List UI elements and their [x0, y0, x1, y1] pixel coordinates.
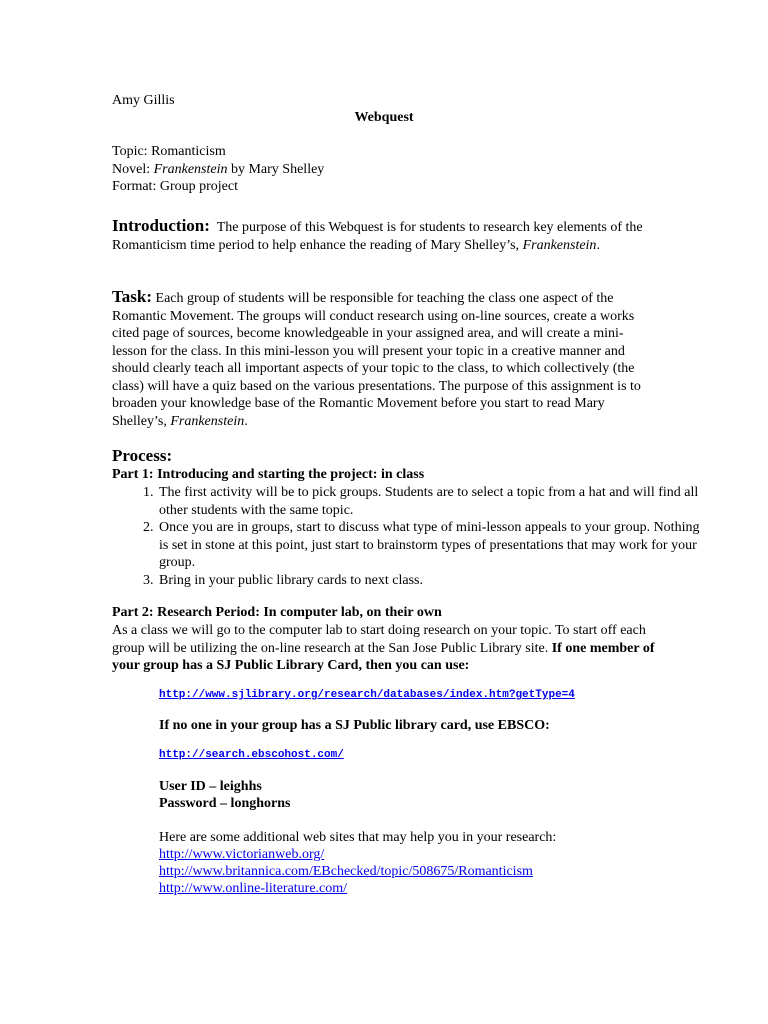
link-line: [159, 863, 659, 881]
link-line: [159, 880, 659, 898]
novel-line: [112, 161, 657, 179]
process-heading: Process:: [112, 446, 173, 465]
list-item: 3. Bring in your public library cards to next class.: [157, 572, 702, 590]
part2-bold-text: If one member of your group has a SJ Public Library Card, then you can use:: [112, 640, 655, 673]
task-end: .: [244, 413, 248, 429]
part2-paragraph: [112, 622, 657, 675]
ebsco-link[interactable]: http://search.ebscohost.com/: [159, 749, 344, 761]
list-item: 2. Once you are in groups, start to discuss what type of mini-lesson appeals to your group. Nothing is set in stone at this point, just start to brainstorm types of presentations that may work for your group.: [157, 519, 702, 572]
task-book: Frankenstein: [170, 413, 245, 429]
document-title: Webquest: [354, 110, 414, 125]
online-literature-link[interactable]: http://www.online-literature.com/: [159, 881, 348, 896]
task-heading: Task:: [112, 287, 153, 306]
topic-line: Topic: Romanticism: [112, 144, 226, 159]
novel-suffix: by Mary Shelley: [227, 161, 325, 177]
meta-block: [112, 143, 657, 196]
introduction-text: The purpose of this Webquest is for students to research key elements of the Romanticism time period to help enhance the reading of Mary Shelley’s,: [112, 220, 643, 253]
introduction-paragraph: [112, 217, 657, 254]
password: Password – longhorns: [159, 796, 291, 811]
extra-sites-text: Here are some additional web sites that may help you in your research:: [159, 830, 557, 845]
part1-list: [112, 484, 702, 589]
author-name: Amy Gillis: [112, 93, 175, 108]
introduction-end: .: [596, 237, 600, 253]
format-line: Format: Group project: [112, 179, 238, 194]
user-id: User ID – leighhs: [159, 779, 262, 794]
task-text: Each group of students will be responsible for teaching the class one aspect of the Romantic Movement. The groups will conduct research using on-line sources, create a works cited page of sources, become knowledgeable in your assigned area, and will create a mini-lesson for the class. In this mini-lesson you will present your topic in a creative manner and should clearly teach all important aspects of your topic to the class, to which collectively (the class) will have a quiz based on the various presentations. The purpose of this assignment is to broaden your knowledge base of the Romantic Movement before you start to read Mary Shelley’s,: [112, 291, 641, 429]
list-item: 1. The first activity will be to pick groups. Students are to select a topic from a hat and will find all other students with the same topic.: [157, 484, 702, 519]
sjlibrary-link[interactable]: http://www.sjlibrary.org/research/databases/index.htm?getType=4: [159, 689, 575, 701]
ebsco-text: If no one in your group has a SJ Public library card, use EBSCO:: [159, 718, 550, 733]
link-line: [159, 846, 659, 864]
sjlibrary-link-line: [159, 685, 659, 705]
victorianweb-link[interactable]: http://www.victorianweb.org/: [159, 847, 325, 862]
introduction-book: Frankenstein: [522, 237, 597, 253]
part1-heading: Part 1: Introducing and starting the project: in class: [112, 467, 425, 482]
part2-heading: Part 2: Research Period: In computer lab, on their own: [112, 605, 442, 620]
britannica-link[interactable]: http://www.britannica.com/EBchecked/topic/508675/Romanticism: [159, 864, 533, 879]
novel-prefix: Novel:: [112, 161, 154, 177]
ebsco-link-line: [159, 745, 659, 765]
novel-title: Frankenstein: [153, 161, 228, 177]
introduction-heading: Introduction:: [112, 216, 210, 235]
part2-text: As a class we will go to the computer lab to start doing research on your topic. To start off each group will be utilizing the on-line research at the San Jose Public Library site.: [112, 623, 646, 656]
task-paragraph: [112, 288, 657, 430]
